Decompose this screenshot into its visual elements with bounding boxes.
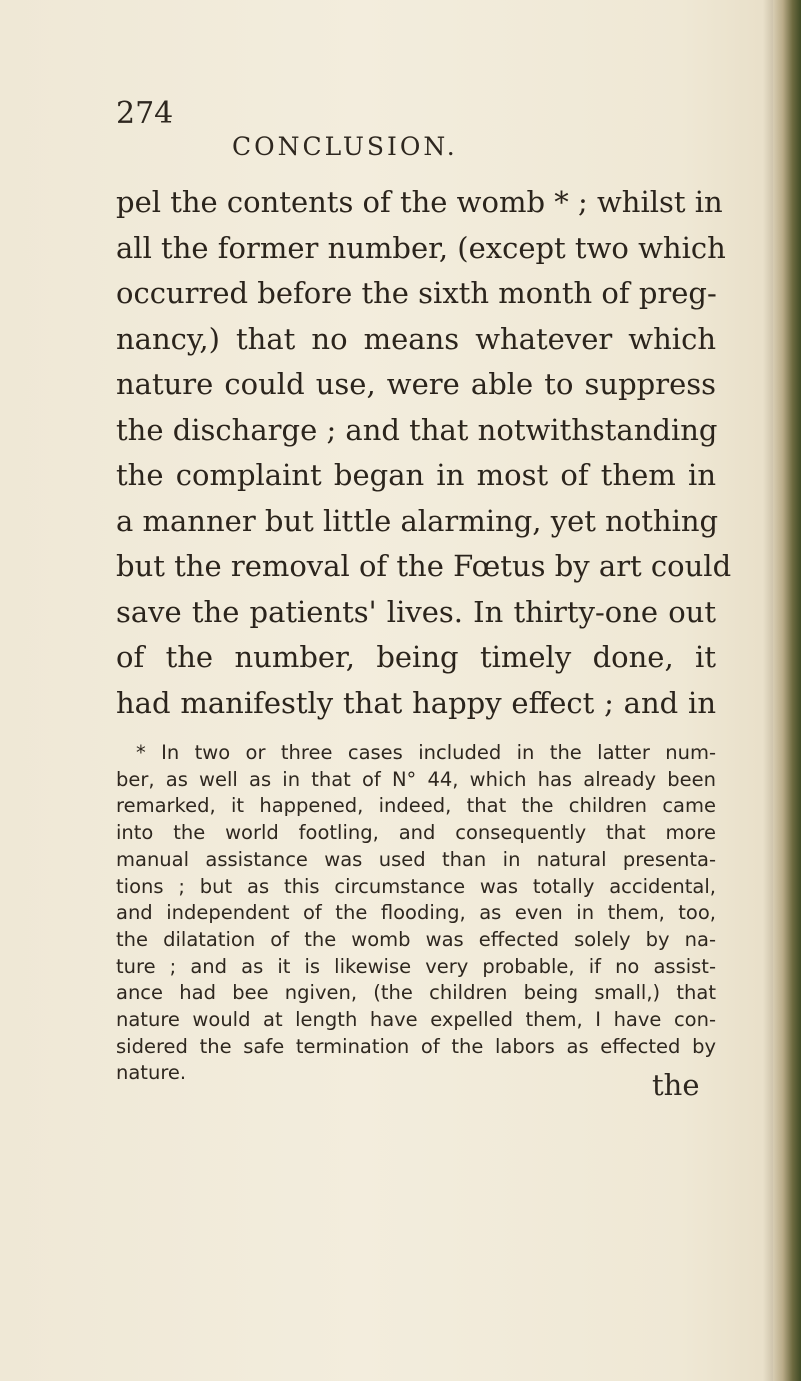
footnote-line: ture ; and as it is likewise very probable, if no assist- <box>116 954 716 978</box>
body-text <box>116 180 732 726</box>
footnote-line: nature. <box>116 1061 187 1085</box>
footnote-line: nature would at length have expelled them, I have con- <box>116 1008 716 1032</box>
gutter-shadow <box>763 0 773 1381</box>
footnote-line: * In two or three cases included in the latter num- <box>136 741 716 764</box>
body-line: the discharge ; and that notwithstanding <box>116 412 718 447</box>
body-line: pel the contents of the womb * ; whilst in <box>116 185 723 219</box>
body-line: all the former number, (except two which <box>116 230 726 265</box>
body-line: save the patients' lives. In thirty-one out <box>116 594 716 629</box>
footnote-line: tions ; but as this circumstance was totally accidental, <box>116 874 716 898</box>
footnote-line: sidered the safe termination of the labors as effected by <box>116 1034 716 1058</box>
footnote-line: manual assistance was used than in natural presenta- <box>116 847 716 871</box>
running-head: CONCLUSION. <box>232 132 458 161</box>
page-gutter-edge <box>773 0 801 1381</box>
footnote <box>116 740 716 1087</box>
body-line: nancy,) that no means whatever which <box>116 321 716 356</box>
page-number: 274 <box>116 96 174 131</box>
footnote-line: remarked, it happened, indeed, that the children came <box>116 794 716 818</box>
footnote-line: ber, as well as in that of N° 44, which has already been <box>116 767 716 791</box>
footnote-line: and independent of the flooding, as even in them, too, <box>116 901 716 925</box>
footnote-line: ance had bee ngiven, (the children being small,) that <box>116 981 716 1005</box>
footnote-line: into the world footling, and consequently that more <box>116 821 716 845</box>
catchword: the <box>652 1068 700 1102</box>
body-line: had manifestly that happy effect ; and in <box>116 685 716 720</box>
body-line: but the removal of the Fœtus by art could <box>116 549 732 583</box>
footnote-line: the dilatation of the womb was effected solely by na- <box>116 927 716 951</box>
body-line: nature could use, were able to suppress <box>116 367 716 401</box>
body-line: a manner but little alarming, yet nothing <box>116 503 719 538</box>
body-line: of the number, being timely done, it <box>116 640 716 674</box>
body-line: the complaint began in most of them in <box>116 458 716 492</box>
body-line: occurred before the sixth month of preg- <box>116 276 717 310</box>
